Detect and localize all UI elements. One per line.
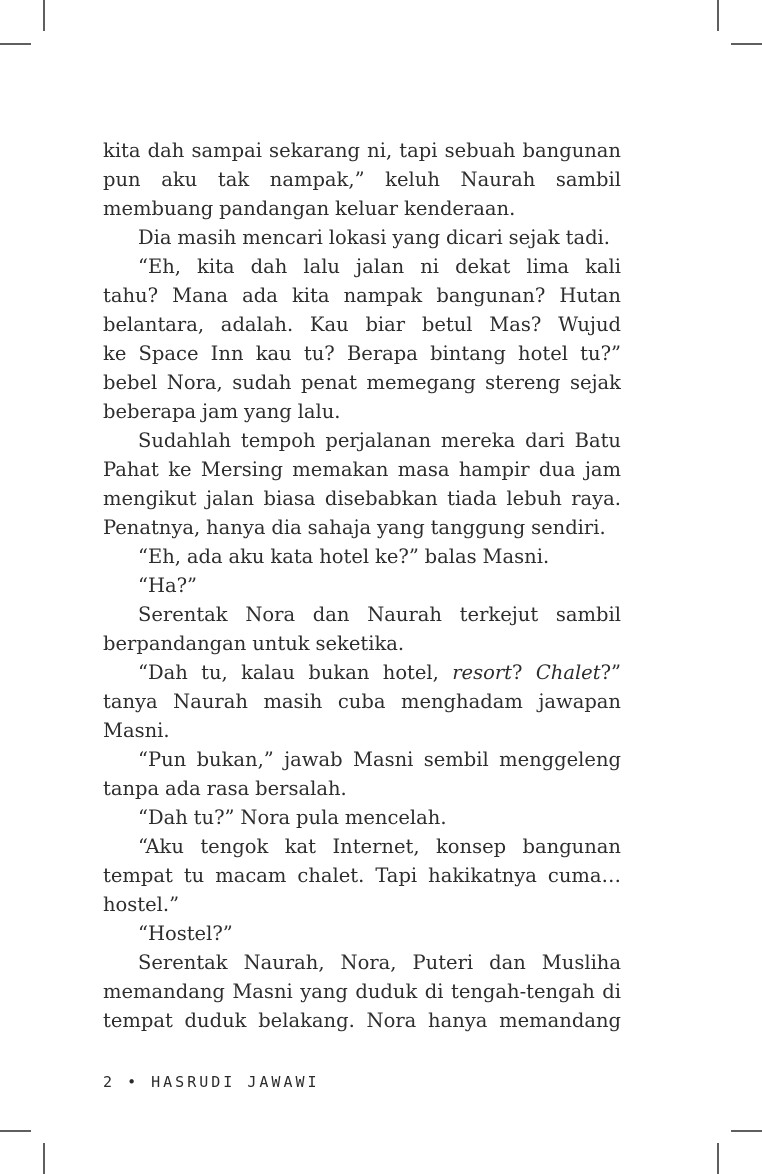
text-line (103, 339, 621, 368)
text-segment: “Ha?” (138, 574, 198, 597)
text-segment: “Hostel?” (138, 922, 233, 945)
text-segment: ?” (600, 661, 621, 684)
text-line (103, 484, 621, 513)
text-segment: mengikut jalan biasa disebabkan tiada lebuh raya. (103, 487, 621, 510)
crop-mark-bottom-left-horizontal (0, 1130, 31, 1132)
text-segment: Penatnya, hanya dia sahaja yang tanggung sendiri. (103, 516, 606, 539)
text-segment: tanpa ada rasa bersalah. (103, 777, 347, 800)
page-footer (103, 1071, 320, 1093)
text-line (103, 194, 621, 223)
text-line (103, 977, 621, 1006)
text-segment: “Eh, kita dah lalu jalan ni dekat lima kali (138, 255, 621, 278)
text-segment: Pahat ke Mersing memakan masa hampir dua jam (103, 458, 621, 481)
text-segment: membuang pandangan keluar kenderaan. (103, 197, 516, 220)
crop-mark-bottom-right-horizontal (731, 1130, 762, 1132)
text-line (103, 629, 621, 658)
italic-text-segment: Chalet (535, 661, 601, 684)
text-line (103, 832, 621, 861)
page-number: 2 (103, 1073, 116, 1091)
footer-bullet-separator: • (127, 1073, 140, 1091)
text-line (103, 281, 621, 310)
text-line (103, 658, 621, 687)
text-line (103, 368, 621, 397)
text-segment: hostel.” (103, 893, 180, 916)
text-line (103, 397, 621, 426)
text-line (103, 687, 621, 716)
text-segment: “Dah tu, kalau bukan hotel, (138, 661, 453, 684)
text-line (103, 861, 621, 890)
text-segment: “Aku tengok kat Internet, konsep bangunan (138, 835, 621, 858)
text-line (103, 165, 621, 194)
text-segment: Serentak Nora dan Naurah terkejut sambil (138, 603, 621, 626)
text-segment: ke Space Inn kau tu? Berapa bintang hotel tu?” (103, 342, 621, 365)
text-line (103, 136, 621, 165)
crop-mark-top-left-vertical (43, 0, 45, 31)
text-segment: Serentak Naurah, Nora, Puteri dan Musliha (138, 951, 621, 974)
text-segment: belantara, adalah. Kau biar betul Mas? Wujud (103, 313, 621, 336)
text-line (103, 252, 621, 281)
text-segment: tempat tu macam chalet. Tapi hakikatnya cuma… (103, 864, 621, 887)
text-segment: memandang Masni yang duduk di tengah-tengah di (103, 980, 621, 1003)
text-segment: pun aku tak nampak,” keluh Naurah sambil (103, 168, 621, 191)
text-segment: “Eh, ada aku kata hotel ke?” balas Masni. (138, 545, 550, 568)
text-segment: tahu? Mana ada kita nampak bangunan? Hutan (103, 284, 621, 307)
text-segment: “Dah tu?” Nora pula mencelah. (138, 806, 447, 829)
author-name: HASRUDI JAWAWI (151, 1073, 320, 1091)
italic-text-segment: resort (452, 661, 513, 684)
text-line (103, 310, 621, 339)
text-line (103, 426, 621, 455)
text-line (103, 803, 621, 832)
text-segment: Sudahlah tempoh perjalanan mereka dari Batu (138, 429, 621, 452)
crop-mark-bottom-right-vertical (717, 1143, 719, 1174)
crop-mark-bottom-left-vertical (43, 1143, 45, 1174)
text-segment: tempat duduk belakang. Nora hanya memandang (103, 1009, 621, 1032)
text-segment: tanya Naurah masih cuba menghadam jawapan (103, 690, 621, 713)
footer-spacer-2 (139, 1073, 151, 1091)
text-segment: Masni. (103, 719, 170, 742)
text-line (103, 745, 621, 774)
text-segment: ? (512, 661, 536, 684)
crop-mark-top-left-horizontal (0, 43, 31, 45)
text-line (103, 600, 621, 629)
text-segment: “Pun bukan,” jawab Masni sembil menggeleng (138, 748, 621, 771)
text-segment: kita dah sampai sekarang ni, tapi sebuah bangunan (103, 139, 621, 162)
page-body-text (103, 136, 621, 1035)
text-segment: beberapa jam yang lalu. (103, 400, 341, 423)
text-line (103, 919, 621, 948)
text-line (103, 774, 621, 803)
text-segment: Dia masih mencari lokasi yang dicari sejak tadi. (138, 226, 610, 249)
text-line (103, 542, 621, 571)
text-line (103, 223, 621, 252)
text-line (103, 716, 621, 745)
text-line (103, 1006, 621, 1035)
footer-spacer-1 (115, 1073, 127, 1091)
text-line (103, 948, 621, 977)
text-line (103, 513, 621, 542)
text-line (103, 890, 621, 919)
text-line (103, 455, 621, 484)
text-line (103, 571, 621, 600)
text-segment: berpandangan untuk seketika. (103, 632, 405, 655)
crop-mark-top-right-horizontal (731, 43, 762, 45)
crop-mark-top-right-vertical (717, 0, 719, 31)
text-segment: bebel Nora, sudah penat memegang stereng sejak (103, 371, 621, 394)
